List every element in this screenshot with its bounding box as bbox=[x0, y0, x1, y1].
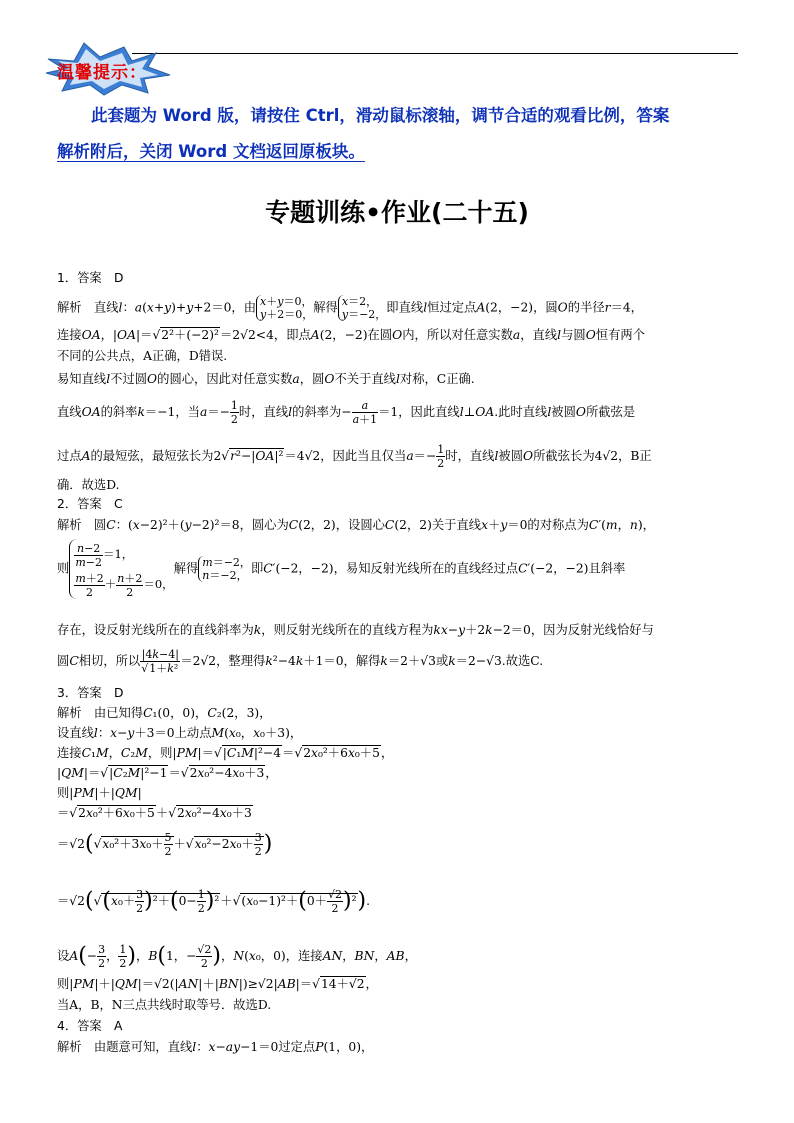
item-1-label: 1．答案 D bbox=[57, 271, 124, 285]
item-3-line-1: 解析 由已知得C₁(0，0)，C₂(2，3)， bbox=[57, 706, 272, 720]
item-3-line-11: 当A，B，N三点共线时取等号．故选D. bbox=[57, 998, 272, 1012]
item-1-line-4: 易知直线l不过圆O的圆心，因此对任意实数a，圆O不关于直线l对称，C正确. bbox=[57, 372, 475, 386]
header-rule bbox=[132, 53, 738, 54]
item-4-label: 4．答案 A bbox=[57, 1019, 123, 1033]
item-2-line-3: 存在，设反射光线所在的直线斜率为k，则反射光线所在的直线方程为kx−y＋2k−2＝0，因为反射光线恰好与 bbox=[57, 623, 654, 637]
item-1-line-1: 解析 直线l：a(x+y)+y+2＝0，由 x＋y＝0， y＋2＝0， 解得 x＝2， y＝−2， 即直线l恒过定点A(2，−2)，圆O的半径r＝4， bbox=[57, 295, 643, 321]
item-2-line-4: 圆C相切，所以 $\frac{|4k-4|}{\text{√1＋k²}}$ ＝2√2，整理得k²−4k＋1＝0，解得k＝2＋√3或k＝2−√3.故选C. bbox=[57, 648, 544, 675]
item-1-line-7: 确．故选D. bbox=[57, 478, 120, 492]
answer-section bbox=[57, 268, 747, 1068]
item-3-line-4: |QM|＝√|C₂M|²−1＝√2x₀²−4x₀＋3， bbox=[57, 766, 278, 780]
item-3-line-3: 连接C₁M，C₂M，则|PM|＝√|C₁M|²−4＝√2x₀²＋6x₀＋5， bbox=[57, 746, 394, 760]
item-3-line-7: ＝√2(√x₀²＋3x₀＋ $\frac{5}{2}$ ＋√x₀²−2x₀＋ $\frac{3}{2}$ ) bbox=[57, 831, 273, 858]
item-3-label: 3．答案 D bbox=[57, 686, 124, 700]
tip-badge-label: 温馨提示： bbox=[57, 63, 147, 83]
item-3-line-5: 则|PM|＋|QM| bbox=[57, 786, 142, 800]
item-3-line-10: 则|PM|＋|QM|＝√2(|AN|＋|BN|)≥√2|AB|＝√14＋√2， bbox=[57, 977, 378, 991]
item-2-line-2: 则 $\frac{n-2}{m-2}$ ＝1， $\frac{m+2}{2}$ ＋ $\frac{n+2}{2}$ ＝0， 解得 m＝−2， n＝−2， 即C′(−2，−2)，易知反射光线所在的直线经过点C′(−2，−2)且斜率 bbox=[57, 539, 625, 599]
item-1-line-6: 过点A的最短弦，最短弦长为2√r²−|OA|²＝4√2，因此当且仅当a＝− $\frac{1}{2}$ 时，直线l被圆O所截弦长为4√2，B正 bbox=[57, 443, 652, 470]
item-3-line-6: ＝√2x₀²＋6x₀＋5＋√2x₀²−4x₀＋3 bbox=[57, 806, 252, 820]
item-2-label: 2．答案 C bbox=[57, 497, 123, 511]
item-2-line-1: 解析 圆C：(x−2)²＋(y−2)²＝8，圆心为C(2，2)，设圆心C(2，2)关于直线x＋y＝0的对称点为C′(m，n)， bbox=[57, 518, 655, 532]
word-notice bbox=[57, 98, 742, 170]
item-4-line-1: 解析 由题意可知，直线l：x−ay−1＝0过定点P(1，0)， bbox=[57, 1040, 374, 1054]
notice-line-1: 此套题为 Word 版，请按住 Ctrl，滑动鼠标滚轴，调节合适的观看比例，答案 bbox=[91, 106, 670, 125]
page-title: 专题训练•作业(二十五) bbox=[265, 198, 529, 227]
notice-line-2: 解析附后，关闭 Word 文档返回原板块。 bbox=[57, 142, 365, 161]
item-1-line-2: 连接OA，|OA|＝√2²＋(−2)²＝2√2<4，即点A(2，−2)在圆O内，所以对任意实数a，直线l与圆O恒有两个 bbox=[57, 328, 645, 342]
item-1-line-3: 不同的公共点，A正确，D错误. bbox=[57, 349, 228, 363]
item-3-line-8: ＝√2(√(x₀＋ $\frac{3}{2}$ )²＋(0− $\frac{1}{2}$ )²＋√(x₀−1)²＋(0＋ $\frac{√2}{2}$ )²). bbox=[57, 888, 371, 915]
item-1-line-5: 直线OA的斜率k＝−1，当a＝− $\frac{1}{2}$ 时，直线l的斜率为− $\frac{a}{a+1}$ ＝1，因此直线l⊥OA.此时直线l被圆O所截弦是 bbox=[57, 399, 636, 426]
item-3-line-2: 设直线l：x−y＋3＝0上动点M(x₀，x₀＋3)， bbox=[57, 726, 303, 740]
item-3-line-9: 设A(− $\frac{3}{2}$ ， $\frac{1}{2}$ )，B(1，− $\frac{√2}{2}$ )，N(x₀，0)，连接AN，BN，AB， bbox=[57, 943, 417, 970]
